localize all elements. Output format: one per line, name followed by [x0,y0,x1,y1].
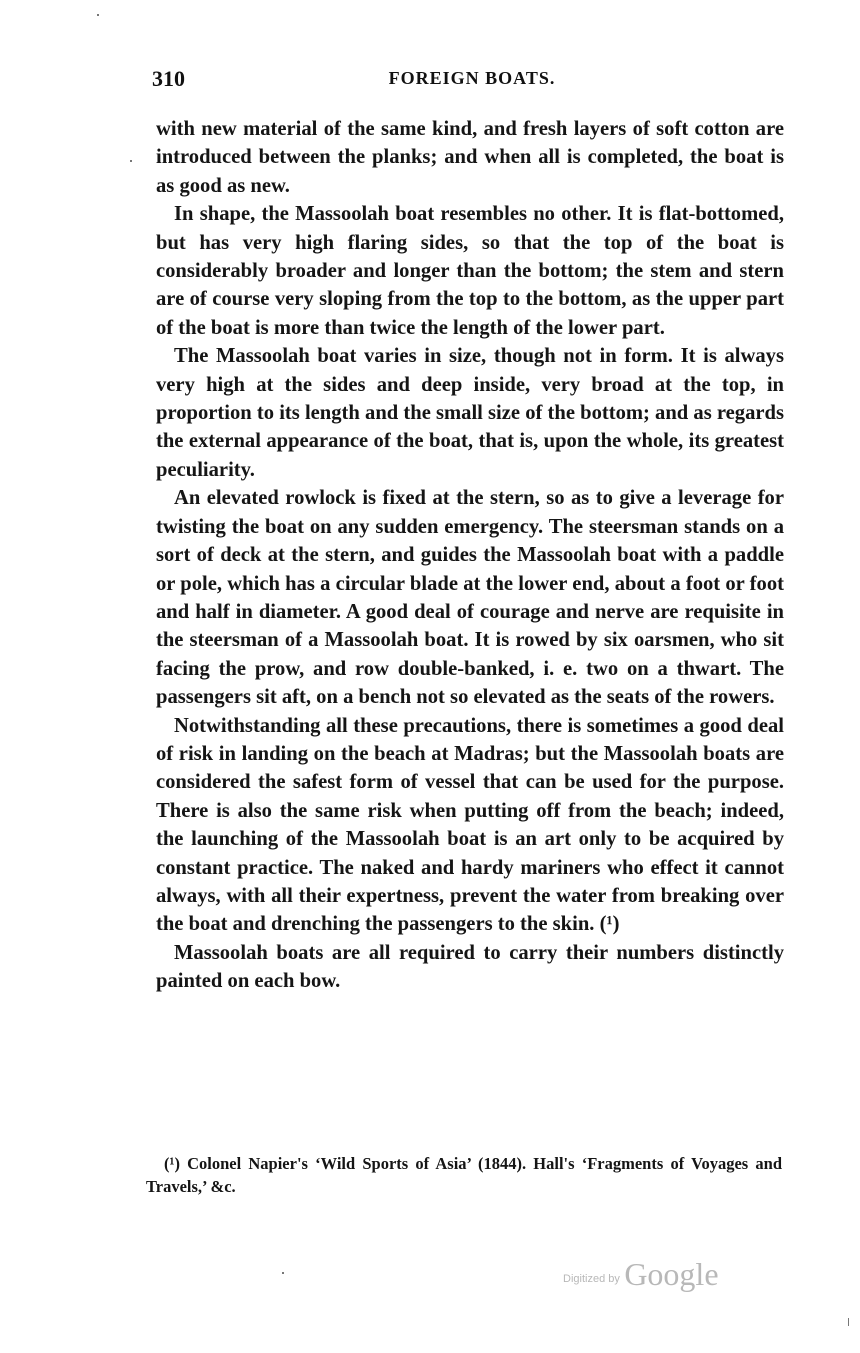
running-head [152,66,792,96]
paragraph: The Massoolah boat varies in size, though not in form. It is always very high at the sides and deep inside, very broad at the top, in proportion to its length and the small size of the bottom; and as regards the external appearance of the boat, that is, upon the whole, its greatest peculiarity. [156,345,784,481]
footnote: (¹) Colonel Napier's ‘Wild Sports of Asia’ (1844). Hall's ‘Fragments of Voyages and Travels,’ &c. [146,1154,782,1196]
paragraph: An elevated rowlock is fixed at the stern, so as to give a leverage for twisting the boat on any sudden emergency. The steersman stands on a sort of deck at the stern, and guides the Massoolah boat with a paddle or pole, which has a circular blade at the lower end, about a foot or foot and half in diameter. A good deal of courage and nerve are requisite in the steersman of a Massoolah boat. It is rowed by six oarsmen, who sit facing the prow, and row double-banked, i. e. two on a thwart. The passengers sit aft, on a bench not so elevated as the seats of the rowers. [156,487,784,709]
footnotes [146,1152,782,1198]
body-text [156,115,784,996]
paragraph: In shape, the Massoolah boat resembles no other. It is flat-bottomed, but has very high flaring sides, so that the top of the boat is considerably broader and longer than the bottom; the stem and stern are of course very sloping from the top to the bottom, as the upper part of the boat is more than twice the length of the lower part. [156,203,784,339]
paragraph: Massoolah boats are all required to carry their numbers distinctly painted on each bow. [156,941,784,993]
digitized-watermark [563,1256,719,1293]
watermark-prefix: Digitized by [563,1273,620,1285]
page-number: 310 [152,66,185,91]
scan-speck [282,1272,284,1274]
google-logo: Google [624,1256,719,1292]
running-title: FOREIGN BOATS. [388,68,556,88]
paragraph: Notwithstanding all these precautions, there is sometimes a good deal of risk in landing on the beach at Madras; but the Massoolah boats are considered the safest form of vessel that can be used for the purpose. There is also the same risk when putting off from the beach; indeed, the launching of the Massoolah boat is an art only to be acquired by constant practice. The naked and hardy mariners who effect it cannot always, with all their expertness, prevent the water from breaking over the boat and drenching the passengers to the skin. (¹) [156,714,784,936]
scan-speck [130,160,132,162]
scan-speck [97,14,99,16]
scan-speck [848,1318,849,1326]
paragraph: with new material of the same kind, and fresh layers of soft cotton are introduced between the planks; and when all is completed, the boat is as good as new. [156,118,784,197]
